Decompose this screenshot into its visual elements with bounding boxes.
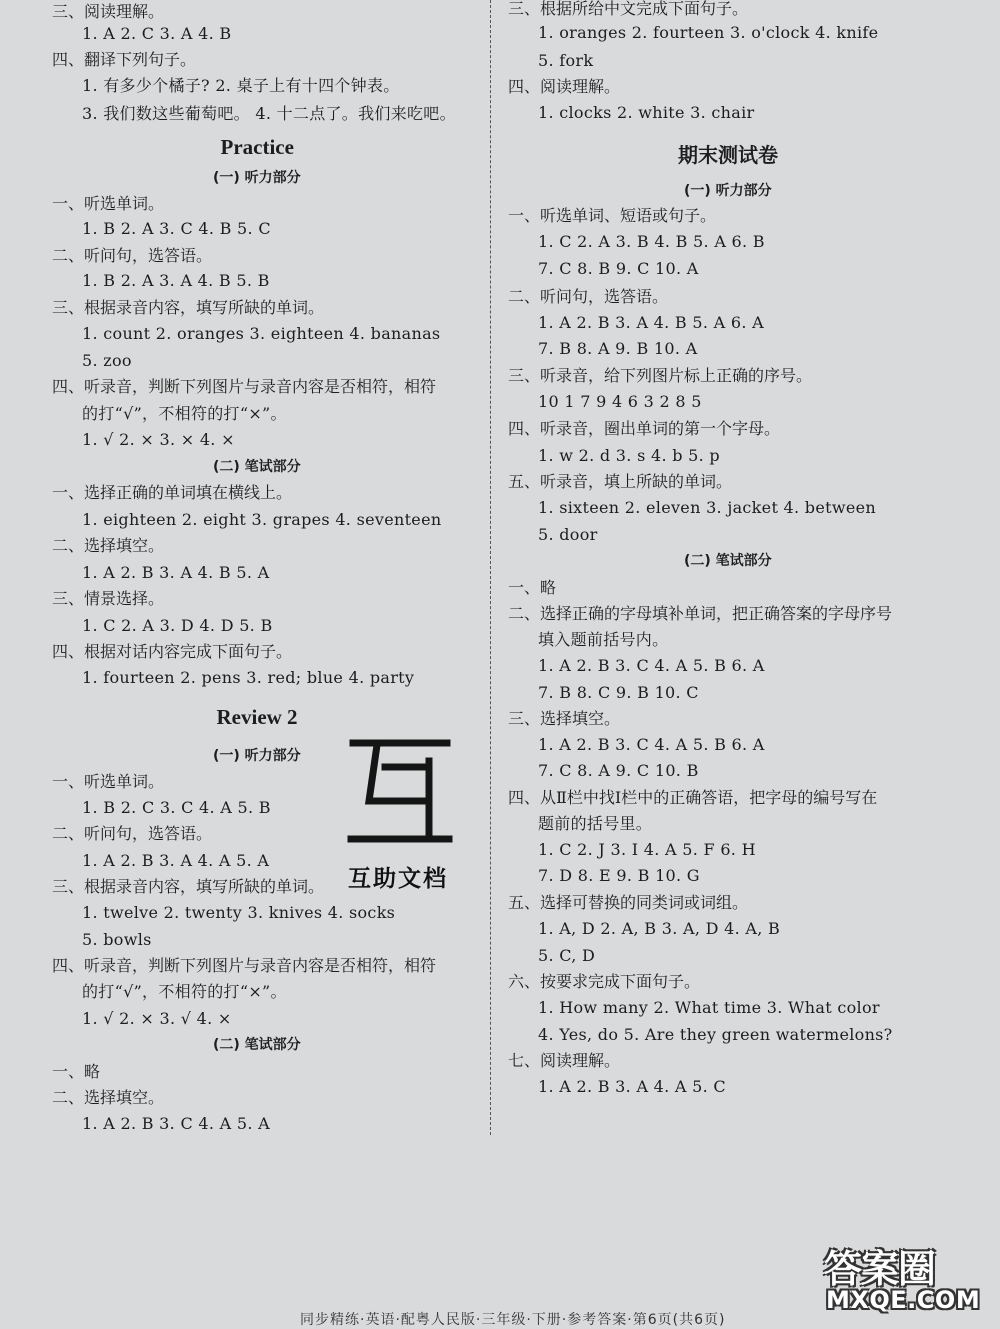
left-answer-34: 5. bowls — [82, 930, 152, 949]
right-question-26: 三、选择填空。 — [508, 709, 621, 728]
right-subsection-title-6: (一) 听力部分 — [684, 183, 772, 199]
page-footer: 同步精练·英语·配粤人民版·三年级·下册·参考答案·第6页(共6页) — [300, 1312, 726, 1328]
right-answer-31: 1. C 2. J 3. I 4. A 5. F 6. H — [538, 840, 756, 859]
column-divider — [490, 0, 491, 1135]
left-question-35: 四、听录音，判断下列图片与录音内容是否相符，相符 — [52, 956, 437, 975]
left-answer-21: 1. A 2. B 3. A 4. B 5. A — [82, 563, 270, 582]
left-answer-1: 1. A 2. C 3. A 4. B — [82, 24, 232, 43]
right-answer-19: 5. door — [538, 525, 598, 544]
left-question-30: 二、听问句，选答语。 — [52, 824, 213, 843]
left-question-32: 三、根据录音内容，填写所缺的单词。 — [52, 877, 325, 896]
right-section-title-5: 期末测试卷 — [678, 143, 778, 167]
left-question-14: 四、听录音，判断下列图片与录音内容是否相符，相符 — [52, 377, 437, 396]
right-question-22: 二、选择正确的字母填补单词，把正确答案的字母序号 — [508, 604, 893, 623]
right-question-3: 四、阅读理解。 — [508, 77, 621, 96]
left-subsection-title-6: (一) 听力部分 — [213, 170, 301, 186]
right-answer-1: 1. oranges 2. fourteen 3. o'clock 4. knife — [538, 23, 879, 42]
left-question-20: 二、选择填空。 — [52, 536, 165, 555]
left-answer-25: 1. fourteen 2. pens 3. red; blue 4. party — [82, 668, 415, 687]
left-question-18: 一、选择正确的单词填在横线上。 — [52, 483, 293, 502]
right-question-7: 一、听选单词、短语或句子。 — [508, 206, 717, 225]
left-answer-19: 1. eighteen 2. eight 3. grapes 4. seventeen — [82, 510, 442, 529]
left-question-40: 二、选择填空。 — [52, 1088, 165, 1107]
watermark-text: 互助文档 — [348, 866, 448, 892]
left-subsection-title-27: (一) 听力部分 — [213, 748, 301, 764]
left-answer-23: 1. C 2. A 3. D 4. D 5. B — [82, 616, 273, 635]
right-question-29: 四、从Ⅱ栏中找Ⅰ栏中的正确答语，把字母的编号写在 — [508, 788, 878, 807]
right-answer-35: 5. C, D — [538, 946, 596, 965]
right-answer-27: 1. A 2. B 3. C 4. A 5. B 6. A — [538, 735, 765, 754]
right-answer-23: 填入题前括号内。 — [538, 630, 669, 649]
logo-url: MXQE.COM — [826, 1286, 981, 1314]
left-question-28: 一、听选单词。 — [52, 772, 165, 791]
left-answer-8: 1. B 2. A 3. C 4. B 5. C — [82, 219, 271, 238]
right-answer-25: 7. B 8. C 9. B 10. C — [538, 683, 699, 702]
right-question-17: 五、听录音，填上所缺的单词。 — [508, 472, 733, 491]
right-question-15: 四、听录音，圈出单词的第一个字母。 — [508, 419, 781, 438]
right-answer-12: 7. B 8. A 9. B 10. A — [538, 339, 698, 358]
right-question-36: 六、按要求完成下面句子。 — [508, 972, 701, 991]
left-answer-10: 1. B 2. A 3. A 4. B 5. B — [82, 271, 270, 290]
right-question-10: 二、听问句，选答语。 — [508, 287, 669, 306]
right-answer-40: 1. A 2. B 3. A 4. A 5. C — [538, 1077, 726, 1096]
right-question-13: 三、听录音，给下列图片标上正确的序号。 — [508, 366, 813, 385]
left-answer-36: 的打“√”，不相符的打“×”。 — [82, 982, 287, 1001]
left-answer-33: 1. twelve 2. twenty 3. knives 4. socks — [82, 903, 396, 922]
left-answer-13: 5. zoo — [82, 351, 132, 370]
left-question-0: 三、阅读理解。 — [52, 2, 165, 21]
left-question-22: 三、情景选择。 — [52, 589, 165, 608]
left-question-11: 三、根据录音内容，填写所缺的单词。 — [52, 298, 325, 317]
left-answer-31: 1. A 2. B 3. A 4. A 5. A — [82, 851, 270, 870]
watermark-glyph — [345, 735, 455, 847]
right-answer-37: 1. How many 2. What time 3. What color — [538, 998, 880, 1017]
left-subsection-title-38: (二) 笔试部分 — [213, 1037, 301, 1053]
right-answer-30: 题前的括号里。 — [538, 814, 653, 833]
left-answer-12: 1. count 2. oranges 3. eighteen 4. bananas — [82, 324, 441, 343]
logo-word: 答案圈 — [824, 1247, 936, 1291]
left-answer-29: 1. B 2. C 3. C 4. A 5. B — [82, 798, 271, 817]
left-answer-37: 1. √ 2. × 3. √ 4. × — [82, 1009, 232, 1028]
right-answer-14: 10 1 7 9 4 6 3 2 8 5 — [538, 392, 702, 411]
left-question-9: 二、听问句，选答语。 — [52, 246, 213, 265]
right-answer-32: 7. D 8. E 9. B 10. G — [538, 866, 700, 885]
left-question-24: 四、根据对话内容完成下面句子。 — [52, 642, 293, 661]
left-question-2: 四、翻译下列句子。 — [52, 50, 197, 69]
left-subsection-title-17: (二) 笔试部分 — [213, 459, 301, 475]
right-question-33: 五、选择可替换的同类词或词组。 — [508, 893, 749, 912]
left-question-39: 一、略 — [52, 1062, 101, 1081]
right-answer-18: 1. sixteen 2. eleven 3. jacket 4. between — [538, 498, 876, 517]
right-answer-28: 7. C 8. A 9. C 10. B — [538, 761, 699, 780]
right-answer-9: 7. C 8. B 9. C 10. A — [538, 259, 699, 278]
right-subsection-title-20: (二) 笔试部分 — [684, 553, 772, 569]
right-answer-38: 4. Yes, do 5. Are they green watermelons? — [538, 1025, 893, 1044]
left-answer-16: 1. √ 2. × 3. × 4. × — [82, 430, 235, 449]
right-question-0: 三、根据所给中文完成下面句子。 — [508, 0, 749, 18]
right-question-21: 一、略 — [508, 578, 557, 597]
right-answer-16: 1. w 2. d 3. s 4. b 5. p — [538, 446, 720, 465]
right-answer-34: 1. A, D 2. A, B 3. A, D 4. A, B — [538, 919, 781, 938]
right-answer-11: 1. A 2. B 3. A 4. B 5. A 6. A — [538, 313, 764, 332]
left-answer-3: 1. 有多少个橘子? 2. 桌子上有十四个钟表。 — [82, 76, 400, 95]
right-answer-2: 5. fork — [538, 51, 594, 70]
right-answer-4: 1. clocks 2. white 3. chair — [538, 103, 755, 122]
right-answer-24: 1. A 2. B 3. C 4. A 5. B 6. A — [538, 656, 765, 675]
left-section-title-26: Review 2 — [216, 705, 298, 729]
left-section-title-5: Practice — [220, 135, 294, 159]
left-answer-4: 3. 我们数这些葡萄吧。 4. 十二点了。我们来吃吧。 — [82, 104, 456, 123]
site-logo[interactable] — [822, 1238, 982, 1322]
left-question-7: 一、听选单词。 — [52, 194, 165, 213]
right-question-39: 七、阅读理解。 — [508, 1051, 621, 1070]
left-answer-15: 的打“√”，不相符的打“×”。 — [82, 404, 287, 423]
left-answer-41: 1. A 2. B 3. C 4. A 5. A — [82, 1114, 270, 1133]
right-answer-8: 1. C 2. A 3. B 4. B 5. A 6. B — [538, 232, 765, 251]
